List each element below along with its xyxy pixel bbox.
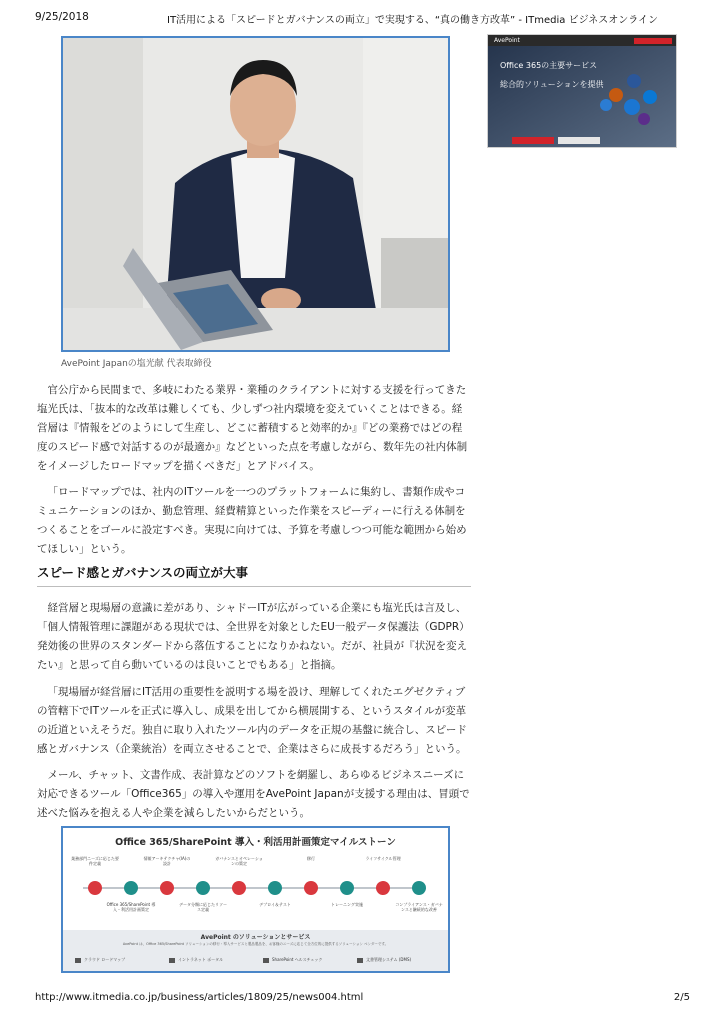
roadmap-step-label: 情報アーキテクチャ(IA)の設計 (143, 856, 191, 866)
roadmap-figure (61, 826, 450, 973)
milestone-icon (232, 881, 246, 895)
tool-icon (263, 958, 269, 963)
print-footer (35, 992, 690, 1006)
article-paragraph (37, 599, 471, 675)
print-date: 9/25/2018 (35, 11, 89, 23)
paragraph-text: メール、チャット、文書作成、表計算などのソフトを網羅し、あらゆるビジネスニーズに対応できるツール「Office365」の導入や運用をAvePoint Japanが支援する理由は、冒頭で述べた悩みを抱える人や企業を減らしたいからだという。 (37, 769, 470, 819)
milestone-icon (124, 881, 138, 895)
interview-photo (61, 36, 450, 352)
photo-caption: AvePoint Japanの塩光献 代表取締役 (61, 359, 212, 369)
solution-tool (357, 957, 411, 963)
solution-tool (75, 957, 125, 963)
ad-background (488, 35, 676, 147)
paragraph-text: 官公庁から民間まで、多岐にわたる業界・業種のクライアントに対する支援を行ってきた塩光氏は、「抜本的な改革は難しくても、少しずつ社内環境を変えていくことはできる。経営層は『情報をどのようにして生産し、どこに蓄積すると効率的か』『どの業務ではどの程度のスピード感で対話するのが最適か』などといった点を考慮しながら、数年先の社内体制をイメージしたロードマップを描くべきだ」とアドバイス。 (37, 384, 468, 472)
ad-headline: Office 365の主要サービス (500, 61, 598, 70)
roadmap-step-label: デプロイ＆テスト (259, 902, 291, 907)
tool-label: イントラネット ポータル (178, 957, 224, 962)
tool-icon (169, 958, 175, 963)
solution-tool (263, 957, 322, 963)
section-heading: スピード感とガバナンスの両立が大事 (37, 563, 471, 587)
article-paragraph (37, 381, 471, 476)
solutions-description: AvePoint は、Office 365/SharePoint ソリューションの移行・導入サービスと製品製品を、お客様のニーズに応じて全方位的に提供するソリューション ベンダーです。 (122, 942, 389, 946)
roadmap-step-label: Office 365/SharePoint 導入・利活用計画策定 (106, 902, 156, 912)
roadmap-timeline (63, 828, 448, 928)
roadmap-step-label: トレーニング実施 (331, 902, 363, 907)
milestone-icon (88, 881, 102, 895)
advertisement-banner[interactable] (487, 34, 677, 148)
roadmap-step-label: ライフサイクル管理 (365, 856, 401, 861)
solutions-panel (63, 930, 448, 973)
milestone-icon (412, 881, 426, 895)
tool-icon (75, 958, 81, 963)
milestone-icon (160, 881, 174, 895)
ad-subline: 総合的ソリューションを提供 (500, 80, 604, 89)
milestone-icon (376, 881, 390, 895)
print-page-title: IT活用による「スピードとガバナンスの両立」で実現する、“真の働き方改革” - ITmedia ビジネスオンライン (167, 15, 658, 26)
page-number: 2/5 (673, 992, 690, 1003)
roadmap-step-label: ガバナンスとオペレーションの策定 (215, 856, 263, 866)
tool-label: クラウド ロードマップ (84, 957, 126, 962)
paragraph-text: 経営層と現場層の意識に差があり、シャドーITが広がっている企業にも塩光氏は言及し、「個人情報管理に課題がある現状では、全世界を対象としたEU一般データ保護法（GDPR）発効後の世界のスタンダードから落伍することになりかねない。だが、社員が『状況を変えたい』と思って自ら動いているのは良いことでもある」と指摘。 (37, 602, 470, 671)
page-url: http://www.itmedia.co.jp/business/articles/1809/25/news004.html (35, 992, 364, 1003)
solution-tool (169, 957, 223, 963)
article-paragraph (37, 483, 471, 559)
tool-label: 文書管理システム (DMS) (366, 957, 412, 962)
milestone-icon (304, 881, 318, 895)
article-paragraph (37, 766, 471, 823)
roadmap-step-label: データ分類に応じたリソース定義 (179, 902, 227, 912)
tool-icon (357, 958, 363, 963)
roadmap-title: Office 365/SharePoint 導入・利活用計画策定マイルストーン (115, 837, 396, 848)
paragraph-text: 「ロードマップでは、社内のITツールを一つのプラットフォームに集約し、書類作成やコミュニケーションのほか、勤怠管理、経費精算といった作業をスピーディーに行える体制をつくることをゴールに設定すべき。実現に向けては、予算を考慮しつつ可能な範囲から始めてほしい」という。 (37, 486, 467, 555)
roadmap-step-label: 業務部門ニーズに応じた要件定義 (71, 856, 119, 866)
roadmap-step-label: コンプライアンス・ガバナンスと継続的な改善 (395, 902, 443, 912)
ad-brand: AvePoint (494, 37, 520, 44)
article-paragraph (37, 683, 471, 759)
milestone-icon (340, 881, 354, 895)
solutions-title: AvePoint のソリューションとサービス (200, 934, 311, 941)
tool-label: SharePoint ヘルスチェック (272, 957, 323, 962)
paragraph-text: 「現場層が経営層にIT活用の重要性を説明する場を設け、理解してくれたエグゼクティブの管轄下でITツールを正式に導入し、成果を出してから横展開する、というスタイルが変革の近道といえそうだ。独自に取り入れたツール内のデータを正規の基盤に統合し、スピード感とガバナンス（企業統治）を両立させることで、企業はさらに成長するだろう」という。 (37, 686, 467, 755)
milestone-icon (196, 881, 210, 895)
interview-photo-illustration (63, 38, 448, 350)
milestone-icon (268, 881, 282, 895)
print-header (35, 11, 690, 25)
roadmap-step-label: 移行 (307, 856, 315, 861)
